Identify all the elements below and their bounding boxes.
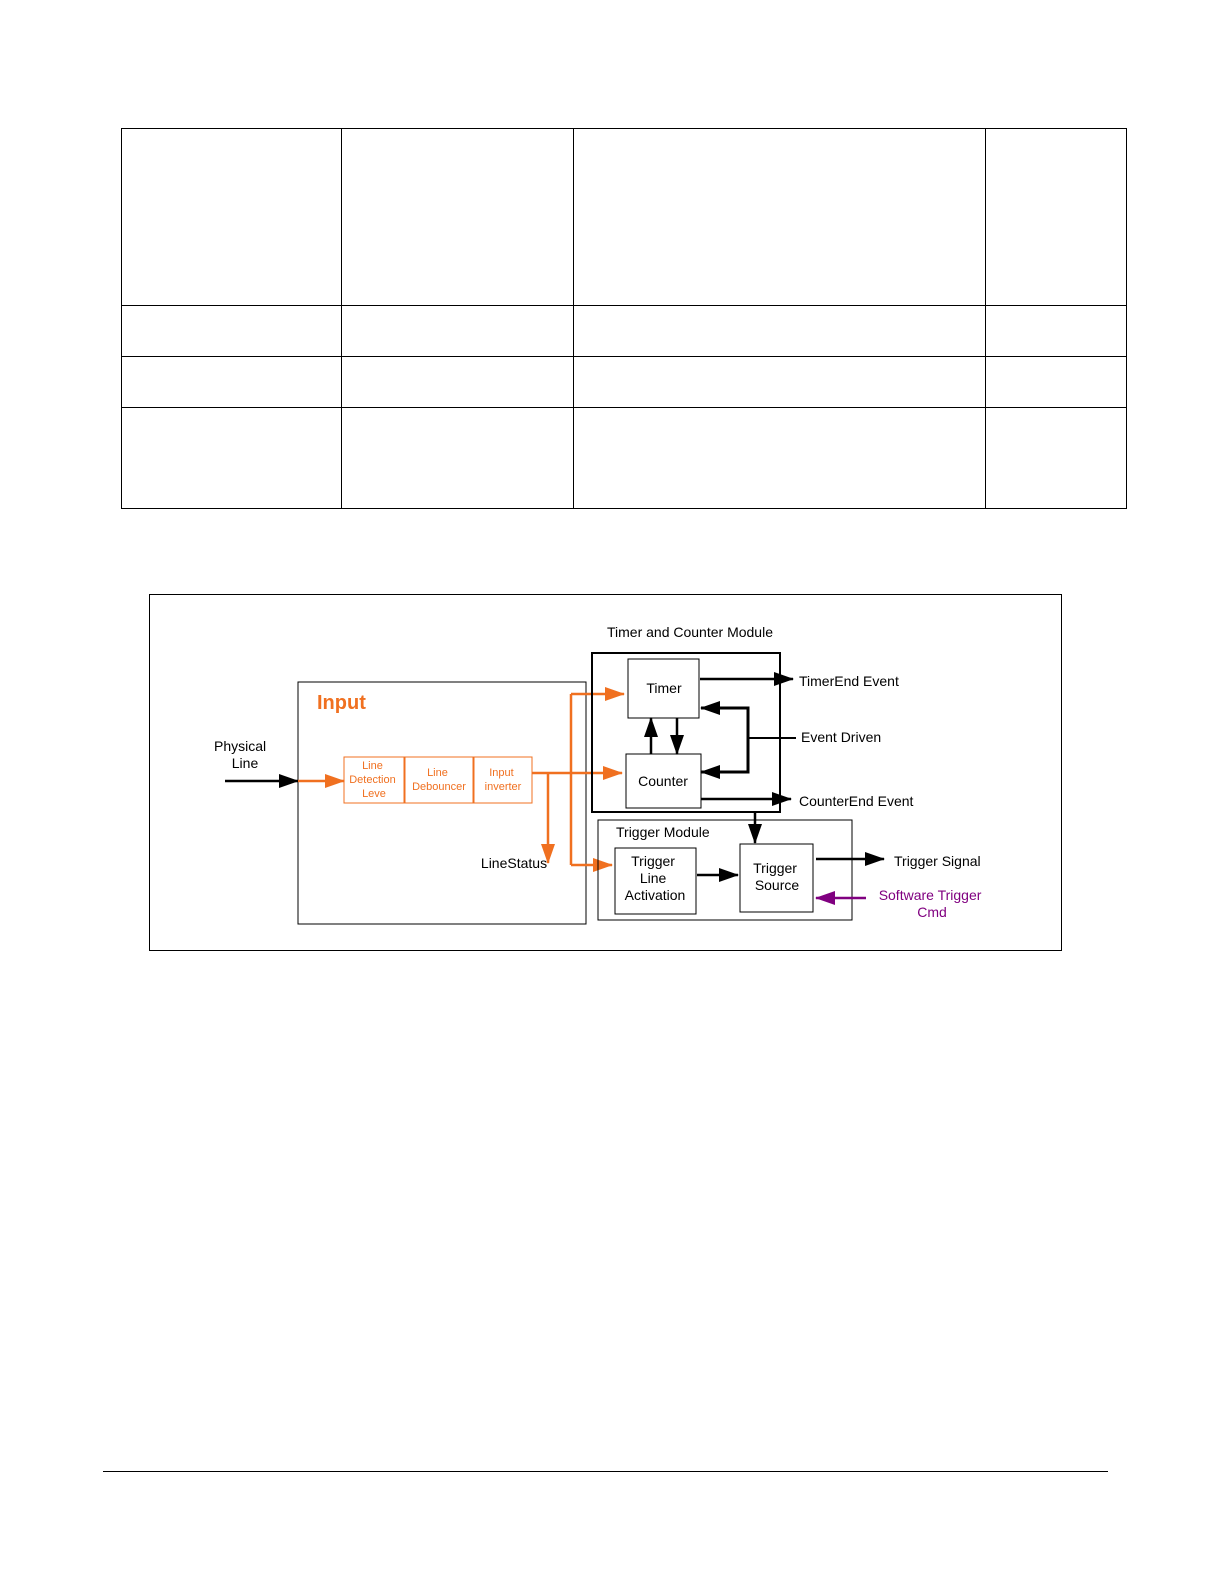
- table-cell: [574, 129, 986, 306]
- trigger-signal-label: Trigger Signal: [894, 853, 981, 869]
- timer-end-event-label: TimerEnd Event: [799, 673, 899, 689]
- table-cell: [986, 129, 1127, 306]
- timer-counter-module-label: Timer and Counter Module: [606, 624, 774, 640]
- line-detection-label: Line Detection Leve: [349, 760, 396, 800]
- diagram-frame: [149, 594, 1062, 951]
- spec-table: [121, 128, 1127, 509]
- table-cell: [342, 306, 574, 357]
- table-cell: [342, 408, 574, 509]
- table-cell: [574, 408, 986, 509]
- table-cell: [574, 357, 986, 408]
- input-inverter-label: Input inverter: [484, 767, 522, 793]
- trigger-module-label: Trigger Module: [616, 824, 710, 840]
- timer-label: Timer: [646, 680, 682, 696]
- table-row: [122, 408, 1127, 509]
- line-debouncer-label: Line Debouncer: [412, 767, 466, 793]
- input-title: Input: [317, 692, 366, 714]
- event-driven-bracket: [701, 708, 748, 772]
- table-cell: [986, 306, 1127, 357]
- table-cell: [986, 408, 1127, 509]
- table-cell: [122, 129, 342, 306]
- table-cell: [574, 306, 986, 357]
- trigger-diagram: [150, 595, 1063, 952]
- trigger-source-label: Trigger Source: [753, 860, 800, 893]
- table-cell: [122, 357, 342, 408]
- line-debouncer-block: [405, 757, 473, 803]
- table-cell: [122, 306, 342, 357]
- table-row: [122, 129, 1127, 306]
- table-row: [122, 357, 1127, 408]
- table-row: [122, 306, 1127, 357]
- counter-label: Counter: [638, 773, 688, 789]
- software-trigger-cmd-label: Software Trigger Cmd: [878, 887, 982, 920]
- table-cell: [122, 408, 342, 509]
- counter-end-event-label: CounterEnd Event: [799, 793, 914, 809]
- footer-rule: [103, 1471, 1108, 1472]
- line-status-label: LineStatus: [480, 855, 548, 871]
- physical-line-label: Physical Line: [213, 738, 267, 771]
- table-cell: [342, 129, 574, 306]
- input-inverter-block: [474, 757, 532, 803]
- event-driven-label: Event Driven: [801, 729, 882, 745]
- table-cell: [986, 357, 1127, 408]
- table-cell: [342, 357, 574, 408]
- trigger-line-activation-label: Trigger Line Activation: [624, 853, 686, 903]
